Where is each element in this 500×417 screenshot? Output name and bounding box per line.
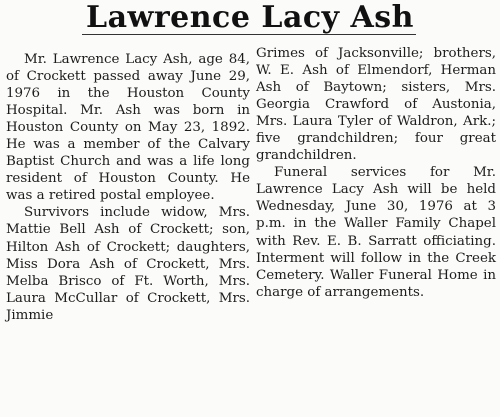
paragraph-survivors-continued: Grimes of Jacksonville; brothers, W. E. Ash of Elmendorf, Herman Ash of Baytown; sisters, Mrs. Georgia Crawford of Austonia, Mrs. Laura Tyler of Waldron, Ark.; five grandchildren; four great grandchildren.: [256, 46, 496, 164]
right-column: [256, 45, 496, 301]
paragraph-survivors: Survivors include widow, Mrs. Mattie Bell Ash of Crockett; son, Hilton Ash of Crockett; daughters, Miss Dora Ash of Crockett, Mrs. Melba Brisco of Ft. Worth, Mrs. Laura McCullar of Crockett, Mrs. Jimmie: [6, 205, 250, 323]
paragraph-funeral-services: Funeral services for Mr. Lawrence Lacy Ash will be held Wednesday, June 30, 1976 at 3 p.m. in the Waller Family Chapel with Rev. E. B. Sarratt officiating. Interment will follow in the Creek Cemetery. Waller Funeral Home in charge of arrangements.: [256, 165, 496, 300]
paragraph-biography: Mr. Lawrence Lacy Ash, age 84, of Crockett passed away June 29, 1976 in the Houston County Hospital. Mr. Ash was born in Houston County on May 23, 1892. He was a member of the Calvary Baptist Church and was a life long resident of Houston County. He was a retired postal employee.: [6, 52, 250, 204]
obituary-headline: Lawrence Lacy Ash: [85, 0, 414, 35]
headline-underline: [82, 34, 416, 35]
left-column: [6, 51, 250, 324]
